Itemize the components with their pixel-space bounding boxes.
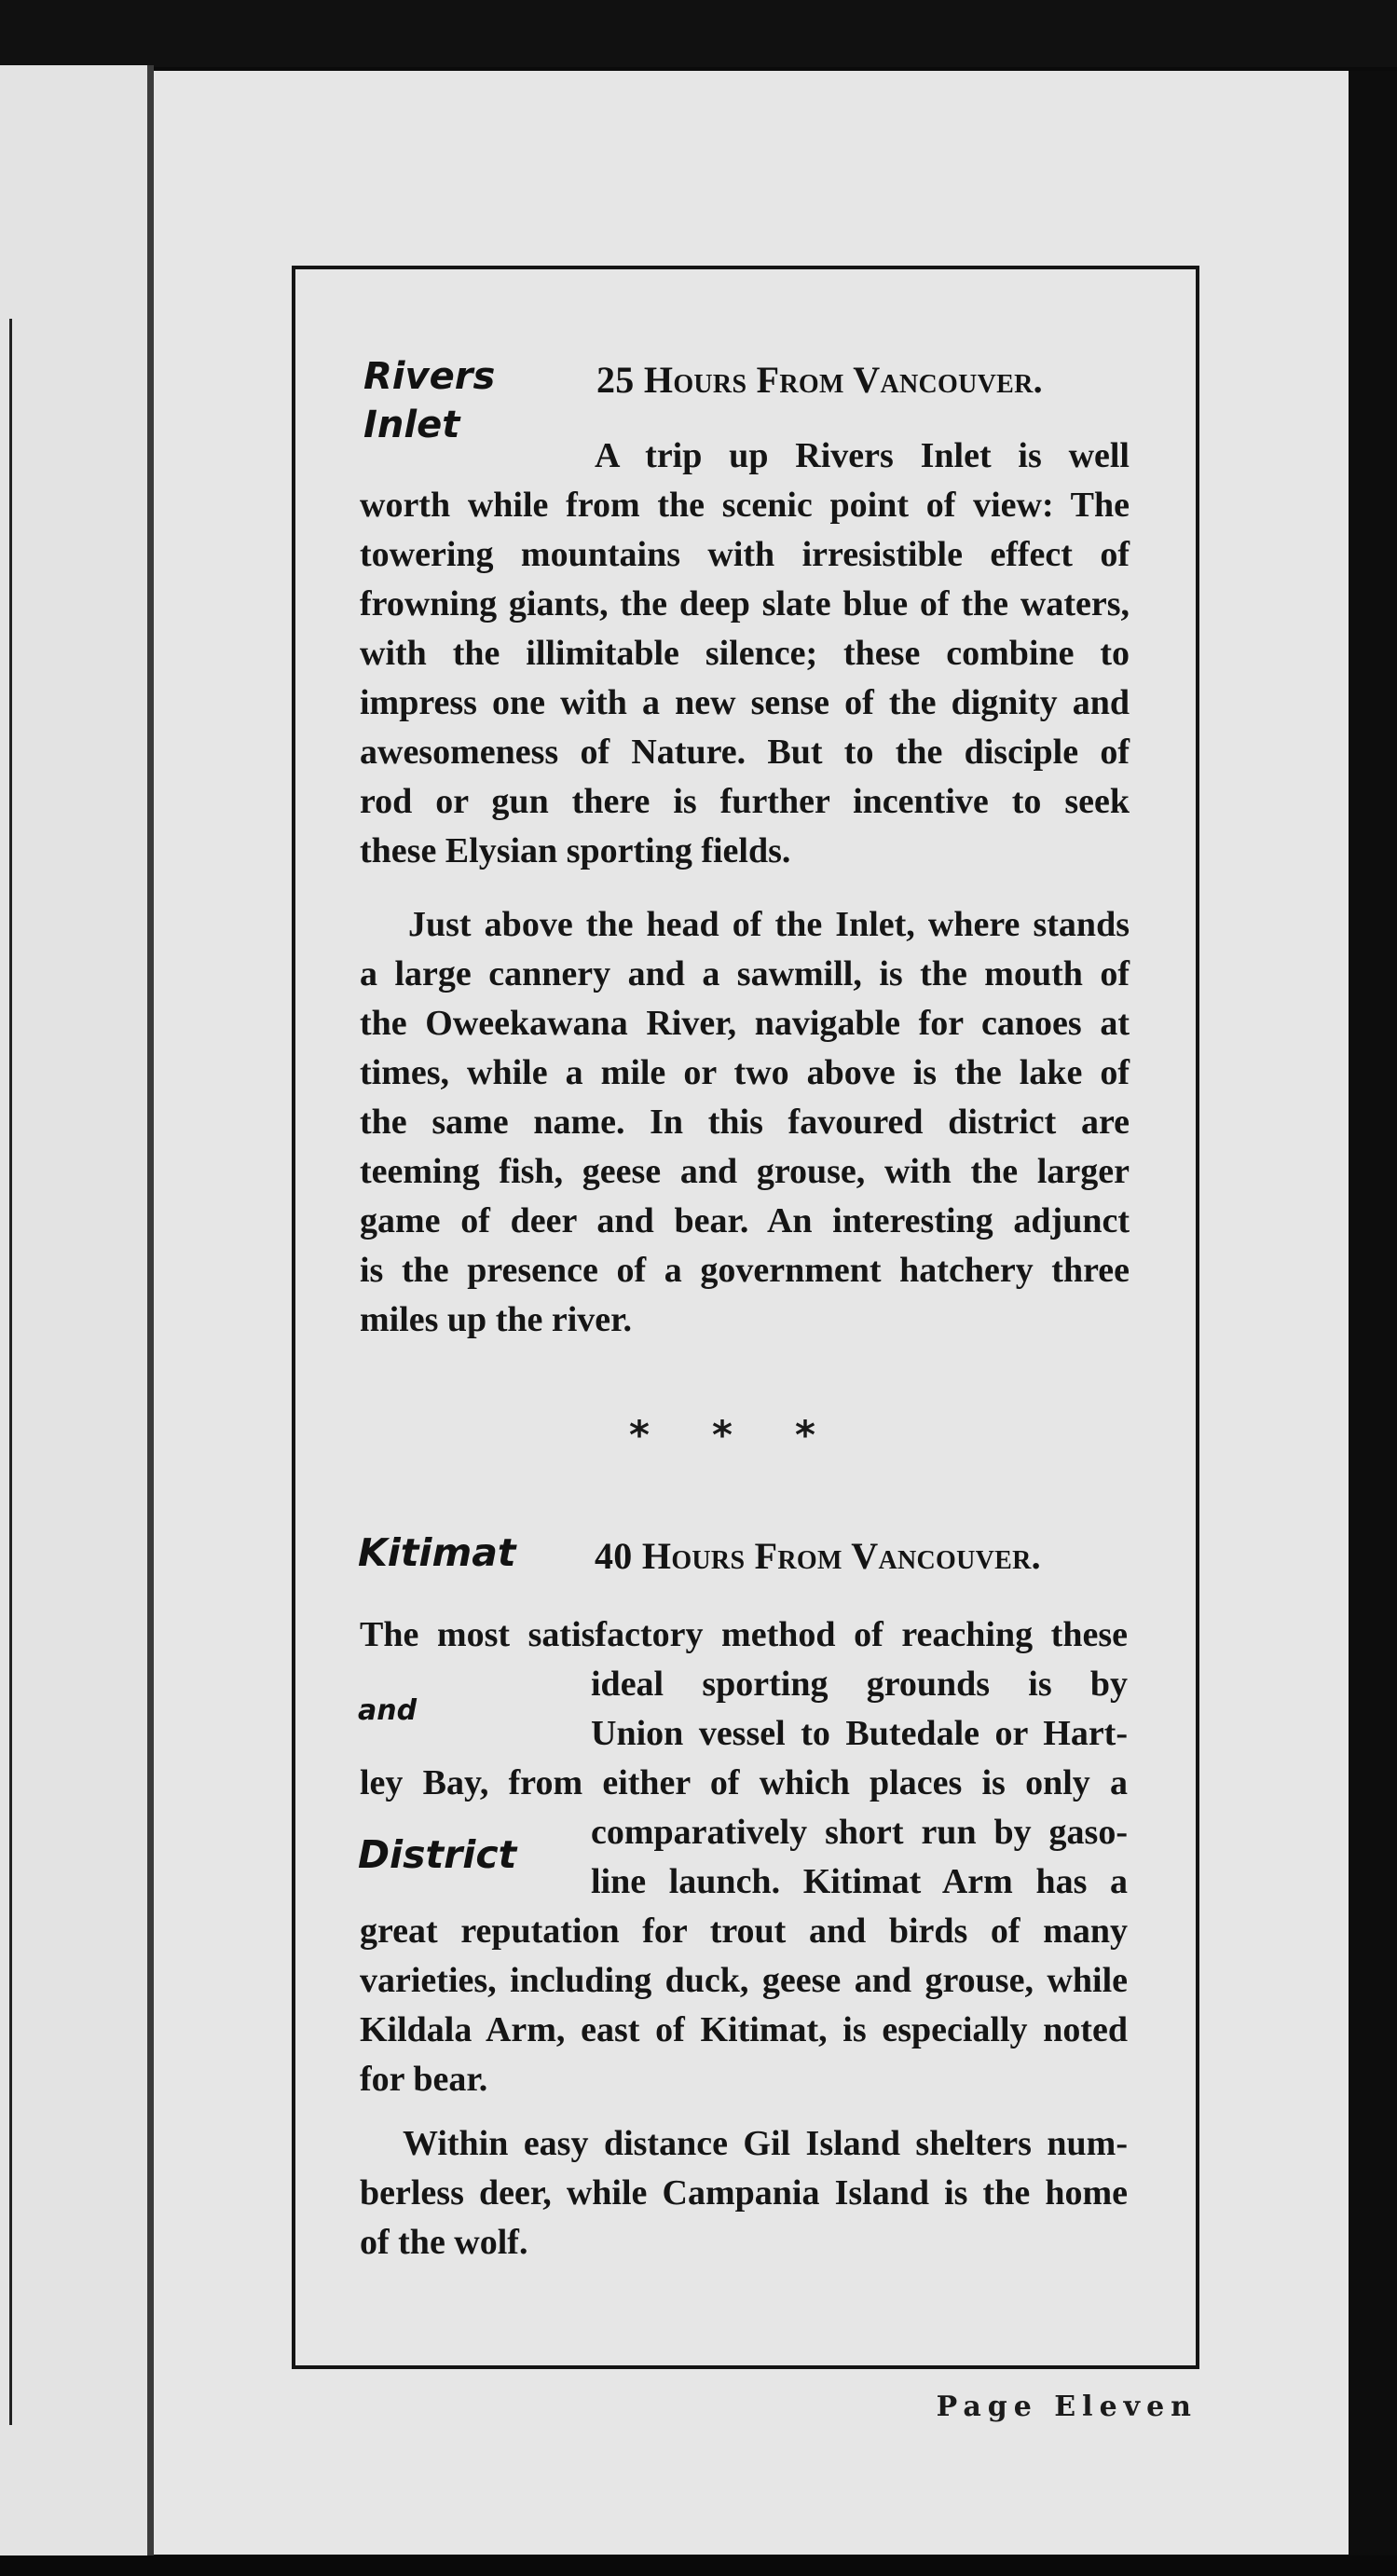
text-line: worth while from the scenic point of view: The <box>360 486 1130 525</box>
text-line: Kildala Arm, east of Kitimat, is especially noted <box>360 2010 1128 2049</box>
text-line: a large cannery and a sawmill, is the mouth of <box>360 954 1130 993</box>
section-title-and: and <box>358 1694 418 1727</box>
section-title-kitimat: Kitimat <box>358 1530 516 1575</box>
text-line: times, while a mile or two above is the lake of <box>360 1053 1130 1092</box>
text-line: of the wolf. <box>360 2223 528 2262</box>
scan-top-edge <box>0 0 1397 67</box>
text-line: berless deer, while Campania Island is the home <box>360 2173 1128 2213</box>
scan-right-edge <box>1349 71 1397 2576</box>
separator-asterisk: * <box>795 1412 815 1458</box>
text-line: great reputation for trout and birds of many <box>360 1911 1128 1951</box>
text-line: is the presence of a government hatchery three <box>360 1251 1130 1290</box>
text-line: these Elysian sporting fields. <box>360 831 791 870</box>
kitimat-paragraph-1 <box>360 1614 1128 2108</box>
text-line: rod or gun there is further incentive to seek <box>360 782 1130 821</box>
text-line: towering mountains with irresistible effect of <box>360 535 1130 574</box>
section-separator <box>629 1412 815 1458</box>
section-title-line: Inlet <box>363 404 460 446</box>
text-line: line launch. Kitimat Arm has a <box>591 1862 1128 1901</box>
travel-time-heading <box>595 1534 1041 1578</box>
text-line: A trip up Rivers Inlet is well <box>595 436 1130 475</box>
book-gutter <box>147 65 154 2555</box>
scan-bottom-edge <box>0 2555 1397 2576</box>
text-line: Union vessel to Butedale or Hart- <box>591 1714 1128 1753</box>
text-line: miles up the river. <box>360 1300 633 1339</box>
separator-asterisk: * <box>629 1412 650 1458</box>
section-title-line: Rivers <box>363 355 496 398</box>
travel-time-heading <box>596 358 1043 402</box>
text-line: awesomeness of Nature. But to the disciple of <box>360 733 1130 772</box>
travel-hours-text: Hours From Vancouver. <box>643 359 1043 401</box>
facing-page <box>0 65 151 2555</box>
rivers-inlet-paragraph-1 <box>360 435 1130 880</box>
text-line: with the illimitable silence; these combine to <box>360 634 1130 673</box>
travel-hours-number: 40 <box>595 1535 633 1577</box>
rivers-inlet-paragraph-2 <box>360 904 1130 1349</box>
text-line: Just above the head of the Inlet, where stands <box>408 905 1130 944</box>
text-line: comparatively short run by gaso- <box>591 1813 1128 1852</box>
travel-hours-text: Hours From Vancouver. <box>641 1535 1041 1577</box>
travel-hours-number: 25 <box>596 359 635 401</box>
text-line: frowning giants, the deep slate blue of the waters, <box>360 584 1130 623</box>
text-line: varieties, including duck, geese and grouse, while <box>360 1961 1128 2000</box>
text-line: Within easy distance Gil Island shelters num- <box>403 2124 1128 2163</box>
section-title-district: District <box>358 1832 517 1877</box>
text-line: game of deer and bear. An interesting adjunct <box>360 1201 1130 1240</box>
separator-asterisk: * <box>712 1412 733 1458</box>
text-line: the same name. In this favoured district are <box>360 1103 1130 1142</box>
page-number-label: Page Eleven <box>936 2391 1198 2423</box>
text-line: ideal sporting grounds is by <box>591 1665 1128 1704</box>
kitimat-paragraph-2 <box>360 2123 1128 2271</box>
text-line: the Oweekawana River, navigable for canoes at <box>360 1004 1130 1043</box>
facing-page-frame <box>0 319 12 2425</box>
text-line: impress one with a new sense of the dignity and <box>360 683 1130 722</box>
text-line: ley Bay, from either of which places is only a <box>360 1763 1128 1802</box>
text-line: teeming fish, geese and grouse, with the larger <box>360 1152 1130 1191</box>
text-line: The most satisfactory method of reaching these <box>360 1615 1128 1654</box>
text-line: for bear. <box>360 2060 488 2099</box>
